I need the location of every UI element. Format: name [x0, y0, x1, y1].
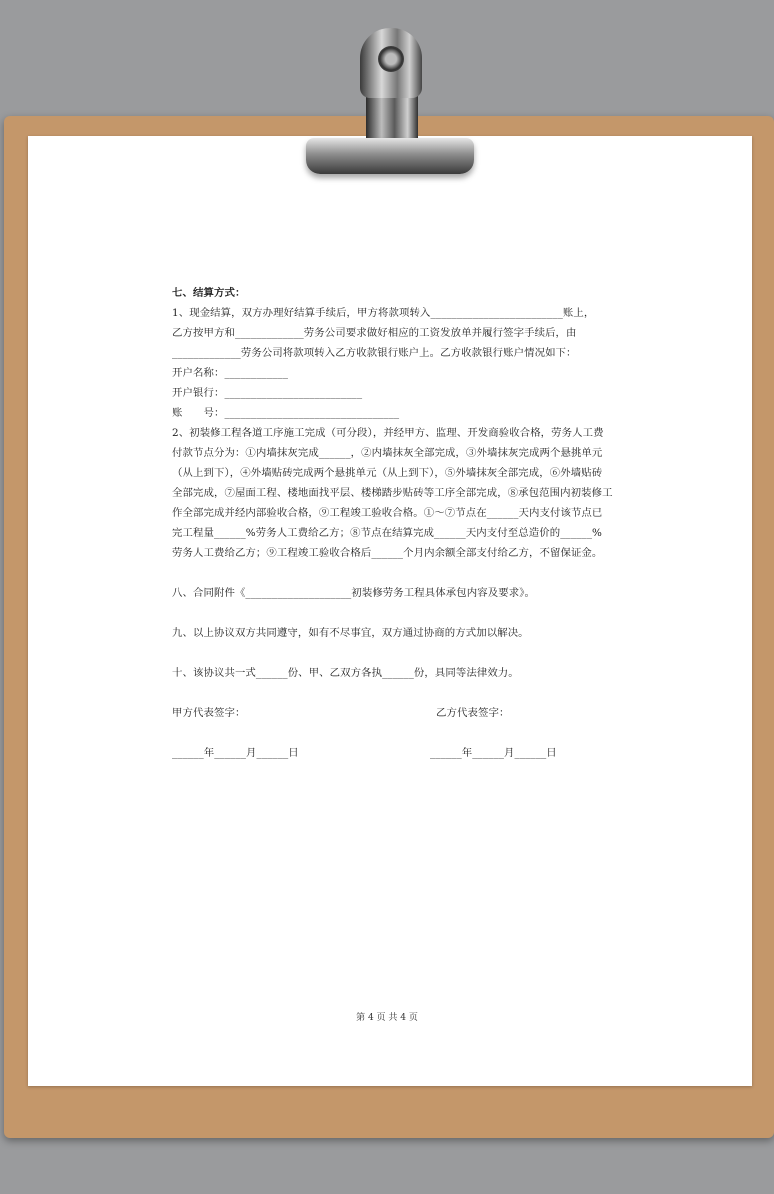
text-line: _____________劳务公司将款项转入乙方收款银行账户上。乙方收款银行账户情况如下：	[172, 347, 577, 359]
party-b-signature-label: 乙方代表签字：	[436, 707, 510, 719]
text-line: 完工程量______%劳务人工费给乙方；⑧节点在结算完成______天内支付至总造价的______%	[172, 527, 602, 539]
binder-clip[interactable]	[306, 138, 474, 174]
text-line: 乙方按甲方和_____________劳务公司要求做好相应的工资发放单并履行签字手续后，由	[172, 327, 577, 339]
text-line: （从上到下），④外墙贴砖完成两个悬挑单元（从上到下），⑤外墙抹灰全部完成，⑥外墙贴砖	[172, 467, 603, 479]
section-8: 八、合同附件《____________________初装修劳务工程具体承包内容及要求》。	[172, 587, 535, 599]
section-7-heading: 七、结算方式：	[172, 287, 246, 299]
text-line: 作全部完成并经内部验收合格，⑨工程竣工验收合格。①～⑦节点在______天内支付该节点已	[172, 507, 603, 519]
section-9: 九、以上协议双方共同遵守，如有不尽事宜，双方通过协商的方式加以解决。	[172, 627, 529, 639]
text-line: 1、现金结算，双方办理好结算手续后，甲方将款项转入_________________________账上，	[172, 307, 595, 319]
text-line: 2、初装修工程各道工序施工完成（可分段），并经甲方、监理、开发商验收合格，劳务人工费	[172, 427, 604, 439]
document-page	[28, 136, 752, 1086]
party-a-signature-label: 甲方代表签字：	[172, 707, 246, 719]
text-line: 全部完成，⑦屋面工程、楼地面找平层、楼梯踏步贴砖等工序全部完成，⑧承包范围内初装修工	[172, 487, 613, 499]
page-footer: 第 4 页 共 4 页	[356, 1013, 418, 1023]
party-a-date: ______年______月______日	[172, 747, 299, 759]
account-name-field: 开户名称：____________	[172, 367, 288, 379]
clip-hole	[378, 46, 404, 72]
bank-field: 开户银行：__________________________	[172, 387, 363, 399]
text-line: 劳务人工费给乙方；⑨工程竣工验收合格后______个月内余额全部支付给乙方，不留保证金。	[172, 547, 603, 559]
clip-ring	[360, 28, 422, 98]
section-10: 十、该协议共一式______份、甲、乙双方各执______份，具同等法律效力。	[172, 667, 519, 679]
party-b-date: ______年______月______日	[430, 747, 557, 759]
text-line: 付款节点分为：①内墙抹灰完成______，②内墙抹灰全部完成，③外墙抹灰完成两个悬挑单元	[172, 447, 603, 459]
account-number-field: 账 号：_________________________________	[172, 407, 400, 419]
